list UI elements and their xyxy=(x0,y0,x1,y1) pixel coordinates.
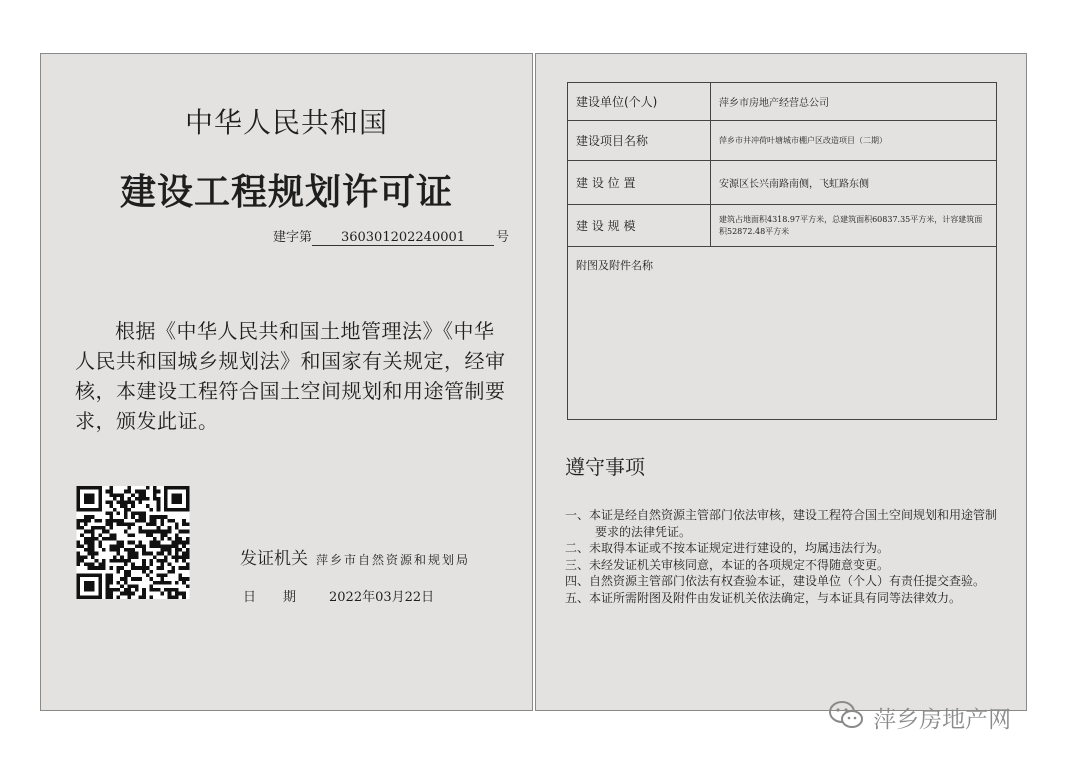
certificate-left-page xyxy=(40,53,533,711)
country-name: 中华人民共和国 xyxy=(184,106,388,139)
permit-number: 360301202240001 xyxy=(312,230,494,246)
qr-code-icon xyxy=(71,486,195,599)
row-label: 建 设 位 置 xyxy=(568,161,711,205)
list-item: 二、未取得本证或不按本证规定进行建设的，均属违法行为。 xyxy=(565,541,890,555)
list-item: 三、未经发证机关审核同意，本证的各项规定不得随意变更。 xyxy=(565,557,890,572)
certificate-title: 建设工程规划许可证 xyxy=(119,172,453,213)
table-row xyxy=(568,161,997,205)
table-row xyxy=(568,205,997,247)
list-item: 四、自然资源主管部门依法有权查验本证，建设单位（个人）有责任提交查验。 xyxy=(565,574,986,588)
row-value: 安源区长兴南路南侧，飞虹路东侧 xyxy=(711,161,997,205)
table-row xyxy=(568,247,997,420)
watermark xyxy=(828,700,1011,734)
permit-prefix: 建字第 xyxy=(273,230,313,245)
date-row xyxy=(243,586,434,605)
row-label: 建设项目名称 xyxy=(568,121,711,161)
row-value: 萍乡市房地产经营总公司 xyxy=(711,83,997,121)
table-row xyxy=(568,121,997,161)
issuer-value: 萍乡市自然资源和规划局 xyxy=(316,553,471,567)
project-info-table xyxy=(567,82,997,420)
list-item: 一、本证是经自然资源主管部门依法审核，建设工程符合国土空间规划和用途管制要求的法律凭证。 xyxy=(565,508,998,539)
observations-list xyxy=(565,507,1005,606)
list-item: 五、本证所需附图及附件由发证机关依法确定，与本证具有同等法律效力。 xyxy=(565,590,962,605)
table-row xyxy=(568,83,997,121)
date-value: 2022年03月22日 xyxy=(329,590,435,605)
wechat-icon xyxy=(828,700,864,734)
row-value: 建筑占地面积4318.97平方米，总建筑面积60837.35平方米，计容建筑面积52872.48平方米 xyxy=(711,205,997,247)
row-label: 建 设 规 模 xyxy=(568,205,711,247)
row-value: 萍乡市井冲荷叶塘城市棚户区改造项目（二期） xyxy=(711,121,997,161)
observations-title: 遵守事项 xyxy=(565,455,645,479)
row-label: 建设单位(个人) xyxy=(568,83,711,121)
permit-number-line xyxy=(273,226,509,246)
issuer-label: 发证机关 xyxy=(240,549,308,569)
date-label: 日期 xyxy=(243,590,324,605)
attachments-label: 附图及附件名称 xyxy=(568,247,997,420)
watermark-text: 萍乡房地产网 xyxy=(873,706,1012,733)
certificate-body-text: 根据《中华人民共和国土地管理法》《中华人民共和国城乡规划法》和国家有关规定，经审核，本建设工程符合国土空间规划和用途管制要求，颁发此证。 xyxy=(75,319,506,433)
permit-suffix: 号 xyxy=(496,230,510,245)
certificate-right-page xyxy=(535,53,1027,711)
issuer-row xyxy=(240,544,470,569)
